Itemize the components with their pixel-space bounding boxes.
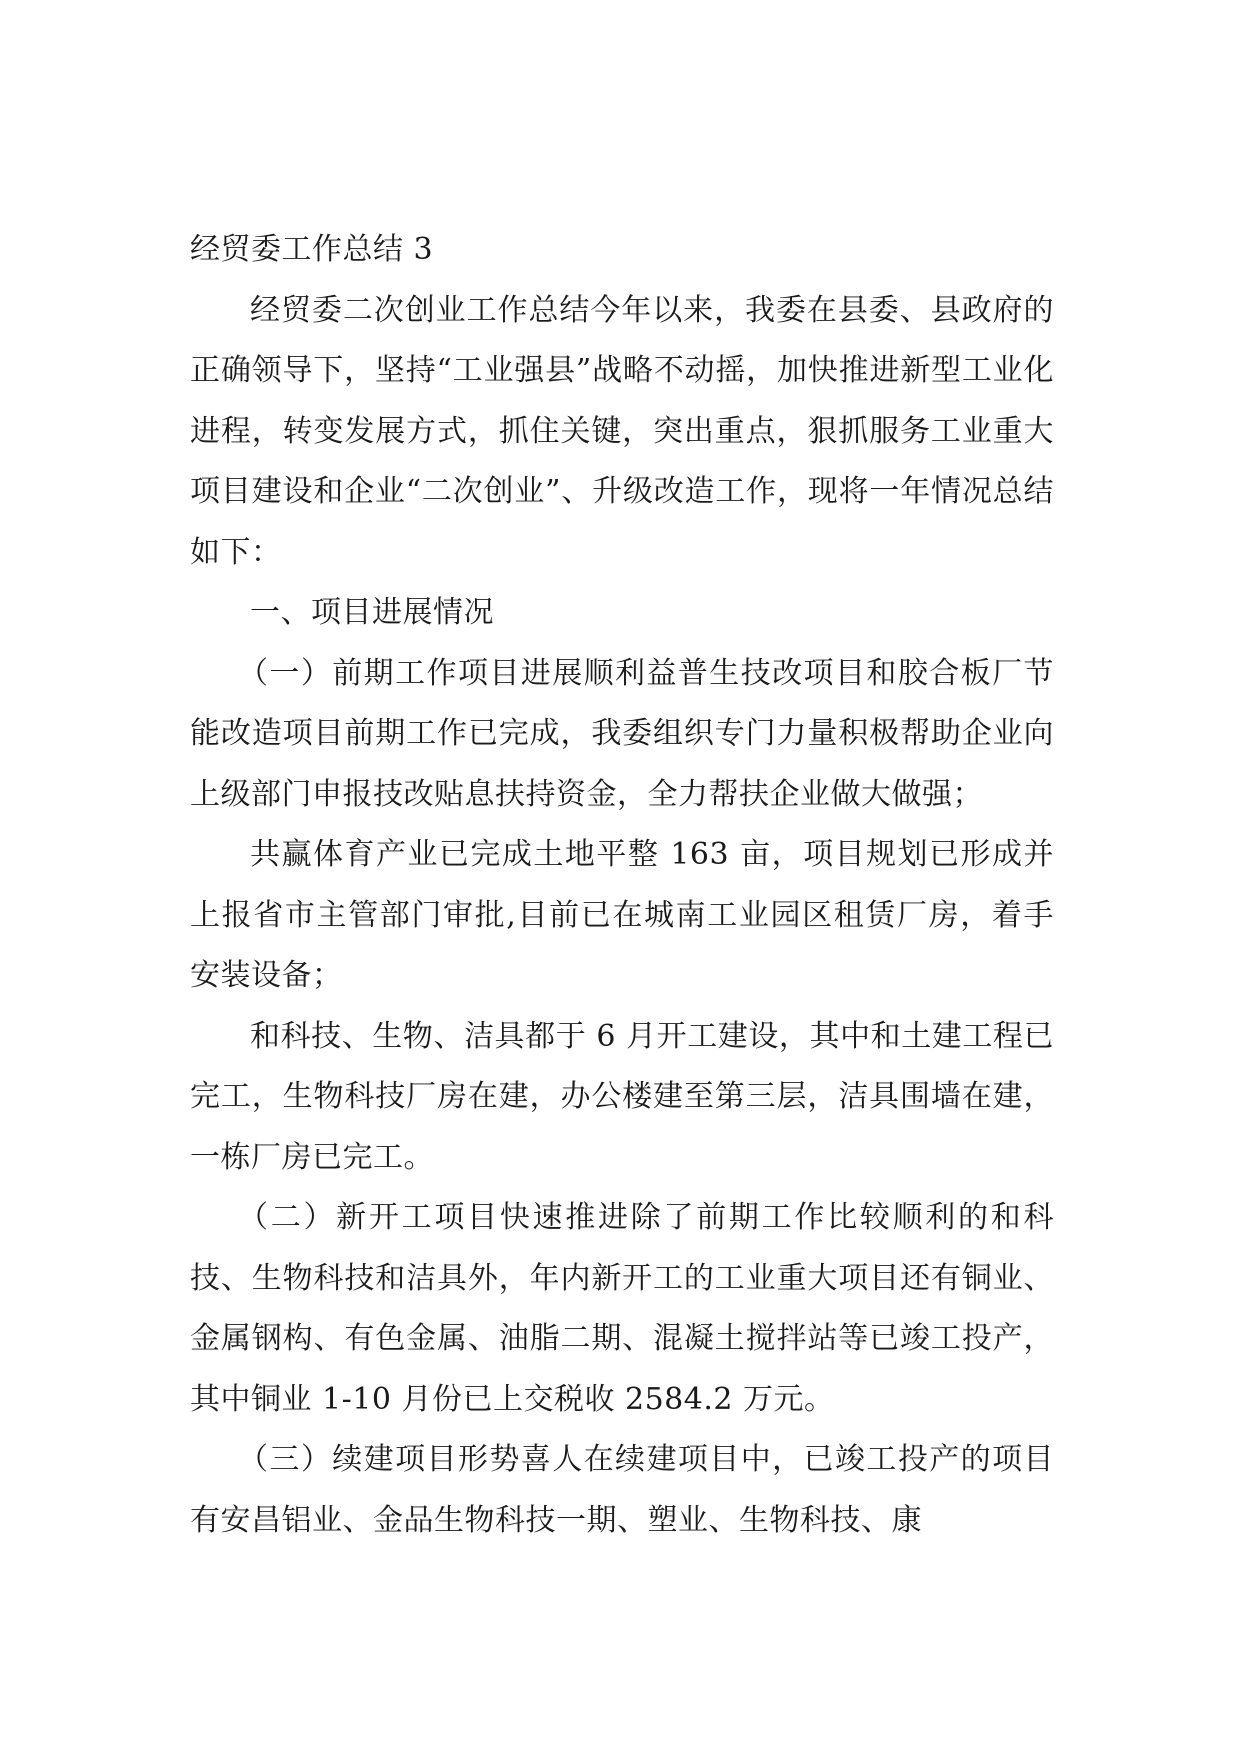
section-heading: 一、项目进展情况	[250, 595, 494, 630]
document-page	[190, 220, 1054, 1551]
paragraph-subsection-2: （二）新开工项目快速推进除了前期工作比较顺利的和科技、生物科技和洁具外，年内新开工的工业重大项目还有铜业、金属钢构、有色金属、油脂二期、混凝土搅拌站等已竣工投产，其中铜业 1-10 月份已上交税收 2584.2 万元。	[190, 1200, 1054, 1417]
paragraph-subsection-3: （三）续建项目形势喜人在续建项目中，已竣工投产的项目有安昌铝业、金品生物科技一期、塑业、生物科技、康	[190, 1442, 1054, 1538]
paragraph-subsection-1: （一）前期工作项目进展顺利益普生技改项目和胶合板厂节能改造项目前期工作已完成，我委组织专门力量积极帮助企业向上级部门申报技改贴息扶持资金，全力帮扶企业做大做强；	[190, 655, 1054, 812]
paragraph-intro: 经贸委二次创业工作总结今年以来，我委在县委、县政府的正确领导下，坚持“工业强县”战略不动摇，加快推进新型工业化进程，转变发展方式，抓住关键，突出重点，狠抓服务工业重大项目建设和企业“二次创业”、升级改造工作，现将一年情况总结如下：	[190, 292, 1054, 570]
document-title: 经贸委工作总结 3	[190, 232, 434, 267]
paragraph-sports-industry: 共赢体育产业已完成土地平整 163 亩，项目规划已形成并上报省市主管部门审批,目前已在城南工业园区租赁厂房，着手安装设备；	[190, 837, 1054, 993]
paragraph-construction: 和科技、生物、洁具都于 6 月开工建设，其中和土建工程已完工，生物科技厂房在建，办公楼建至第三层，洁具围墙在建，一栋厂房已完工。	[190, 1018, 1054, 1175]
